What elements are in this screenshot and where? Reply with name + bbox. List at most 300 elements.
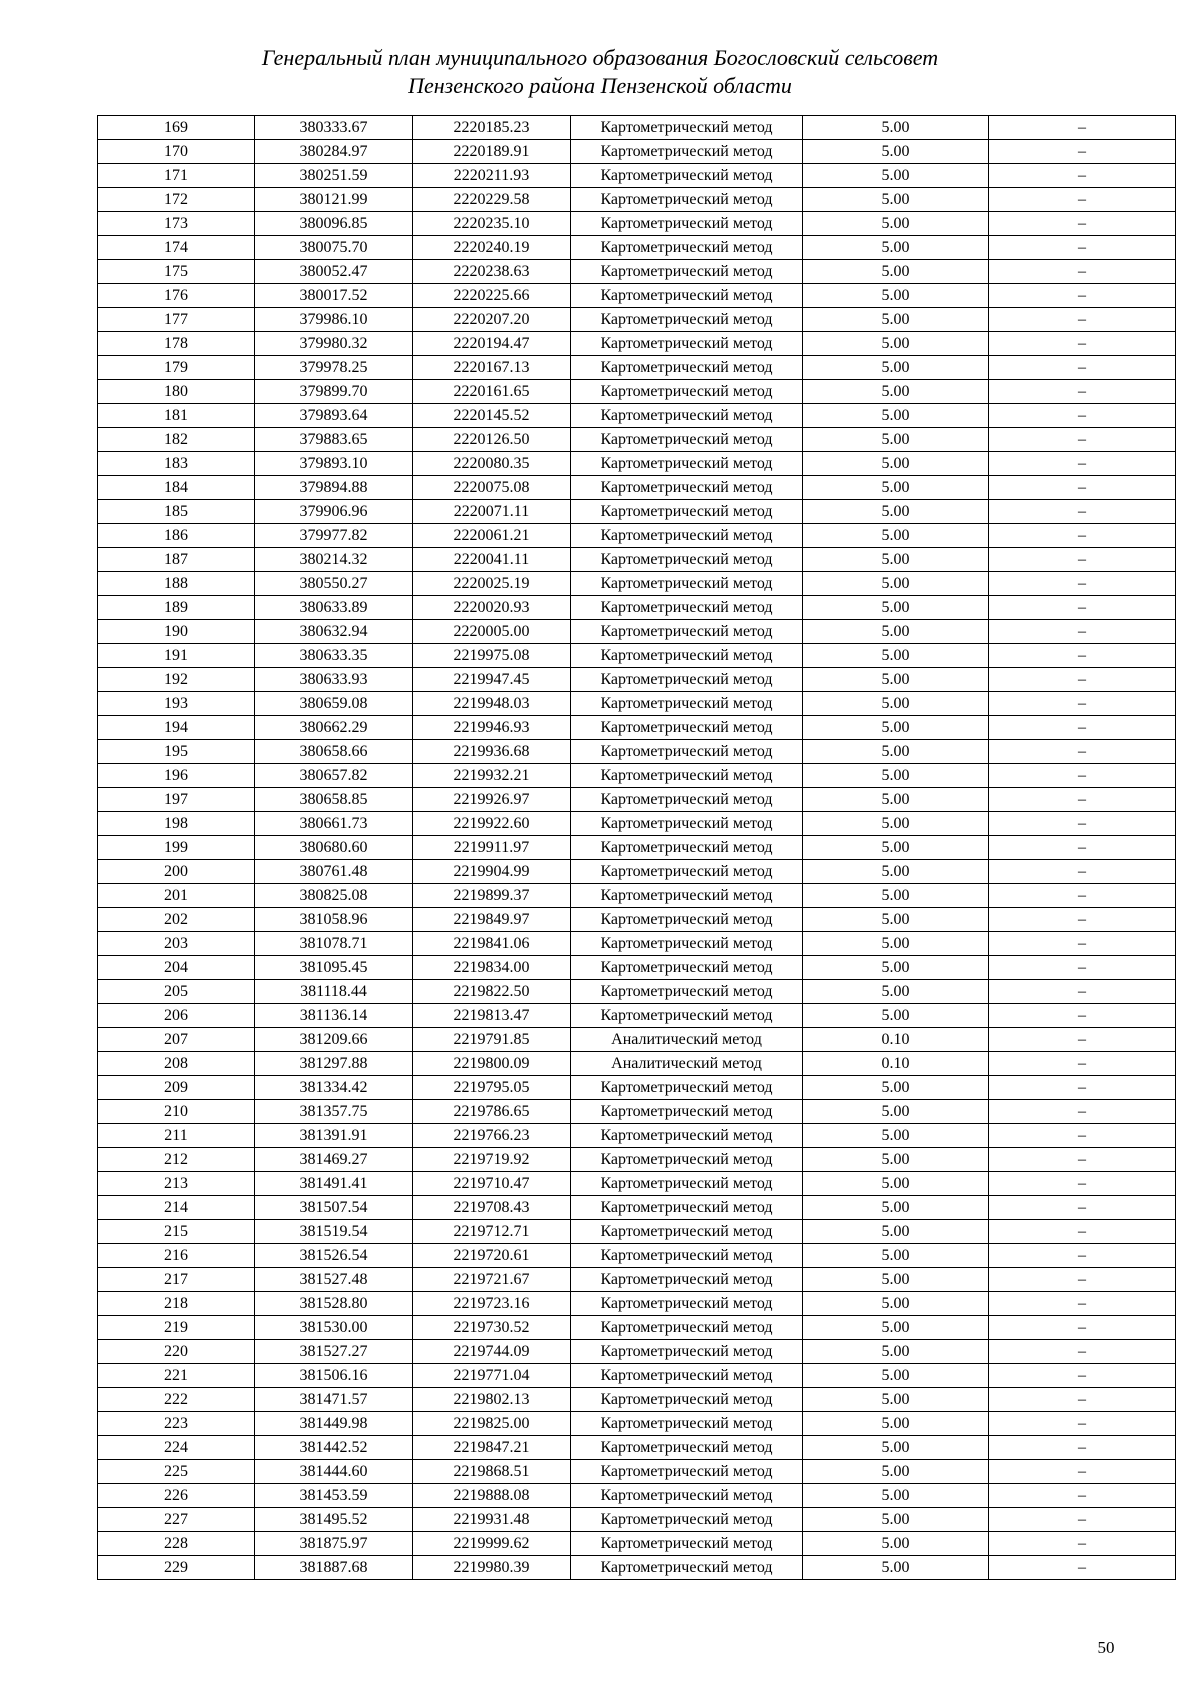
point-number-cell: 174 xyxy=(98,236,255,260)
description-cell: – xyxy=(989,380,1176,404)
description-cell: – xyxy=(989,1148,1176,1172)
point-number-cell: 213 xyxy=(98,1172,255,1196)
accuracy-cell: 5.00 xyxy=(803,500,989,524)
point-number-cell: 217 xyxy=(98,1268,255,1292)
description-cell: – xyxy=(989,524,1176,548)
description-cell: – xyxy=(989,1436,1176,1460)
method-cell: Картометрический метод xyxy=(571,1556,803,1580)
point-number-cell: 198 xyxy=(98,812,255,836)
accuracy-cell: 5.00 xyxy=(803,164,989,188)
point-number-cell: 171 xyxy=(98,164,255,188)
method-cell: Картометрический метод xyxy=(571,284,803,308)
table-row xyxy=(98,1124,1176,1148)
x-coordinate-cell: 379977.82 xyxy=(255,524,413,548)
description-cell: – xyxy=(989,1412,1176,1436)
x-coordinate-cell: 381469.27 xyxy=(255,1148,413,1172)
y-coordinate-cell: 2219911.97 xyxy=(413,836,571,860)
description-cell: – xyxy=(989,812,1176,836)
table-row xyxy=(98,140,1176,164)
description-cell: – xyxy=(989,1508,1176,1532)
description-cell: – xyxy=(989,980,1176,1004)
table-row xyxy=(98,956,1176,980)
point-number-cell: 181 xyxy=(98,404,255,428)
method-cell: Картометрический метод xyxy=(571,428,803,452)
x-coordinate-cell: 379893.10 xyxy=(255,452,413,476)
x-coordinate-cell: 381118.44 xyxy=(255,980,413,1004)
point-number-cell: 199 xyxy=(98,836,255,860)
y-coordinate-cell: 2219922.60 xyxy=(413,812,571,836)
description-cell: – xyxy=(989,1532,1176,1556)
x-coordinate-cell: 381887.68 xyxy=(255,1556,413,1580)
table-row xyxy=(98,116,1176,140)
table-row xyxy=(98,476,1176,500)
description-cell: – xyxy=(989,620,1176,644)
table-row xyxy=(98,308,1176,332)
accuracy-cell: 5.00 xyxy=(803,980,989,1004)
accuracy-cell: 5.00 xyxy=(803,380,989,404)
x-coordinate-cell: 381095.45 xyxy=(255,956,413,980)
y-coordinate-cell: 2219710.47 xyxy=(413,1172,571,1196)
point-number-cell: 194 xyxy=(98,716,255,740)
point-number-cell: 211 xyxy=(98,1124,255,1148)
y-coordinate-cell: 2220061.21 xyxy=(413,524,571,548)
y-coordinate-cell: 2220194.47 xyxy=(413,332,571,356)
table-row xyxy=(98,188,1176,212)
point-number-cell: 189 xyxy=(98,596,255,620)
accuracy-cell: 5.00 xyxy=(803,1172,989,1196)
accuracy-cell: 5.00 xyxy=(803,668,989,692)
x-coordinate-cell: 381527.27 xyxy=(255,1340,413,1364)
table-row xyxy=(98,572,1176,596)
y-coordinate-cell: 2220235.10 xyxy=(413,212,571,236)
accuracy-cell: 5.00 xyxy=(803,356,989,380)
y-coordinate-cell: 2219888.08 xyxy=(413,1484,571,1508)
y-coordinate-cell: 2219904.99 xyxy=(413,860,571,884)
y-coordinate-cell: 2220189.91 xyxy=(413,140,571,164)
y-coordinate-cell: 2220071.11 xyxy=(413,500,571,524)
accuracy-cell: 5.00 xyxy=(803,1556,989,1580)
method-cell: Картометрический метод xyxy=(571,668,803,692)
accuracy-cell: 5.00 xyxy=(803,956,989,980)
y-coordinate-cell: 2219723.16 xyxy=(413,1292,571,1316)
table-row xyxy=(98,644,1176,668)
y-coordinate-cell: 2219721.67 xyxy=(413,1268,571,1292)
y-coordinate-cell: 2220225.66 xyxy=(413,284,571,308)
description-cell: – xyxy=(989,1388,1176,1412)
method-cell: Картометрический метод xyxy=(571,1268,803,1292)
description-cell: – xyxy=(989,1220,1176,1244)
y-coordinate-cell: 2220145.52 xyxy=(413,404,571,428)
table-row xyxy=(98,1220,1176,1244)
x-coordinate-cell: 379978.25 xyxy=(255,356,413,380)
accuracy-cell: 5.00 xyxy=(803,1364,989,1388)
accuracy-cell: 5.00 xyxy=(803,404,989,428)
description-cell: – xyxy=(989,1340,1176,1364)
accuracy-cell: 0.10 xyxy=(803,1028,989,1052)
table-row xyxy=(98,1508,1176,1532)
point-number-cell: 214 xyxy=(98,1196,255,1220)
accuracy-cell: 5.00 xyxy=(803,1292,989,1316)
table-row xyxy=(98,692,1176,716)
y-coordinate-cell: 2219932.21 xyxy=(413,764,571,788)
method-cell: Картометрический метод xyxy=(571,1316,803,1340)
point-number-cell: 196 xyxy=(98,764,255,788)
y-coordinate-cell: 2219936.68 xyxy=(413,740,571,764)
table-row xyxy=(98,380,1176,404)
coordinates-table-body xyxy=(98,116,1176,1580)
x-coordinate-cell: 381078.71 xyxy=(255,932,413,956)
accuracy-cell: 5.00 xyxy=(803,1244,989,1268)
accuracy-cell: 5.00 xyxy=(803,260,989,284)
y-coordinate-cell: 2219825.00 xyxy=(413,1412,571,1436)
method-cell: Картометрический метод xyxy=(571,188,803,212)
accuracy-cell: 5.00 xyxy=(803,908,989,932)
table-row xyxy=(98,788,1176,812)
y-coordinate-cell: 2219813.47 xyxy=(413,1004,571,1028)
description-cell: – xyxy=(989,716,1176,740)
method-cell: Картометрический метод xyxy=(571,524,803,548)
x-coordinate-cell: 380251.59 xyxy=(255,164,413,188)
accuracy-cell: 5.00 xyxy=(803,644,989,668)
table-row xyxy=(98,1028,1176,1052)
y-coordinate-cell: 2220041.11 xyxy=(413,548,571,572)
y-coordinate-cell: 2220126.50 xyxy=(413,428,571,452)
description-cell: – xyxy=(989,668,1176,692)
x-coordinate-cell: 381297.88 xyxy=(255,1052,413,1076)
point-number-cell: 176 xyxy=(98,284,255,308)
description-cell: – xyxy=(989,284,1176,308)
x-coordinate-cell: 380825.08 xyxy=(255,884,413,908)
accuracy-cell: 5.00 xyxy=(803,1220,989,1244)
y-coordinate-cell: 2219766.23 xyxy=(413,1124,571,1148)
method-cell: Картометрический метод xyxy=(571,212,803,236)
method-cell: Картометрический метод xyxy=(571,1196,803,1220)
description-cell: – xyxy=(989,476,1176,500)
method-cell: Картометрический метод xyxy=(571,956,803,980)
table-row xyxy=(98,356,1176,380)
accuracy-cell: 5.00 xyxy=(803,860,989,884)
description-cell: – xyxy=(989,452,1176,476)
table-row xyxy=(98,1148,1176,1172)
table-row xyxy=(98,1196,1176,1220)
description-cell: – xyxy=(989,164,1176,188)
x-coordinate-cell: 381491.41 xyxy=(255,1172,413,1196)
y-coordinate-cell: 2219712.71 xyxy=(413,1220,571,1244)
y-coordinate-cell: 2219708.43 xyxy=(413,1196,571,1220)
method-cell: Картометрический метод xyxy=(571,764,803,788)
x-coordinate-cell: 381471.57 xyxy=(255,1388,413,1412)
method-cell: Картометрический метод xyxy=(571,164,803,188)
point-number-cell: 215 xyxy=(98,1220,255,1244)
accuracy-cell: 5.00 xyxy=(803,1148,989,1172)
table-row xyxy=(98,332,1176,356)
method-cell: Картометрический метод xyxy=(571,1364,803,1388)
table-row xyxy=(98,1004,1176,1028)
method-cell: Картометрический метод xyxy=(571,980,803,1004)
method-cell: Картометрический метод xyxy=(571,1244,803,1268)
method-cell: Картометрический метод xyxy=(571,908,803,932)
point-number-cell: 209 xyxy=(98,1076,255,1100)
point-number-cell: 229 xyxy=(98,1556,255,1580)
description-cell: – xyxy=(989,956,1176,980)
accuracy-cell: 5.00 xyxy=(803,524,989,548)
accuracy-cell: 5.00 xyxy=(803,716,989,740)
table-row xyxy=(98,620,1176,644)
accuracy-cell: 5.00 xyxy=(803,332,989,356)
coordinates-table xyxy=(97,115,1176,1580)
x-coordinate-cell: 381495.52 xyxy=(255,1508,413,1532)
accuracy-cell: 5.00 xyxy=(803,1340,989,1364)
description-cell: – xyxy=(989,764,1176,788)
x-coordinate-cell: 380659.08 xyxy=(255,692,413,716)
x-coordinate-cell: 380658.66 xyxy=(255,740,413,764)
x-coordinate-cell: 380052.47 xyxy=(255,260,413,284)
point-number-cell: 185 xyxy=(98,500,255,524)
description-cell: – xyxy=(989,932,1176,956)
table-row xyxy=(98,716,1176,740)
method-cell: Картометрический метод xyxy=(571,932,803,956)
point-number-cell: 219 xyxy=(98,1316,255,1340)
accuracy-cell: 5.00 xyxy=(803,140,989,164)
method-cell: Картометрический метод xyxy=(571,596,803,620)
point-number-cell: 175 xyxy=(98,260,255,284)
y-coordinate-cell: 2220005.00 xyxy=(413,620,571,644)
y-coordinate-cell: 2219800.09 xyxy=(413,1052,571,1076)
method-cell: Картометрический метод xyxy=(571,692,803,716)
y-coordinate-cell: 2219931.48 xyxy=(413,1508,571,1532)
method-cell: Картометрический метод xyxy=(571,1124,803,1148)
method-cell: Картометрический метод xyxy=(571,884,803,908)
accuracy-cell: 5.00 xyxy=(803,308,989,332)
accuracy-cell: 5.00 xyxy=(803,1076,989,1100)
point-number-cell: 210 xyxy=(98,1100,255,1124)
method-cell: Картометрический метод xyxy=(571,620,803,644)
point-number-cell: 208 xyxy=(98,1052,255,1076)
method-cell: Картометрический метод xyxy=(571,332,803,356)
header-line-1: Генеральный план муниципального образования Богословский сельсовет xyxy=(261,45,939,70)
method-cell: Картометрический метод xyxy=(571,500,803,524)
x-coordinate-cell: 380214.32 xyxy=(255,548,413,572)
point-number-cell: 226 xyxy=(98,1484,255,1508)
method-cell: Картометрический метод xyxy=(571,1340,803,1364)
method-cell: Картометрический метод xyxy=(571,716,803,740)
table-row xyxy=(98,980,1176,1004)
y-coordinate-cell: 2219948.03 xyxy=(413,692,571,716)
x-coordinate-cell: 381506.16 xyxy=(255,1364,413,1388)
table-row xyxy=(98,1244,1176,1268)
x-coordinate-cell: 380632.94 xyxy=(255,620,413,644)
table-row xyxy=(98,884,1176,908)
point-number-cell: 184 xyxy=(98,476,255,500)
x-coordinate-cell: 380017.52 xyxy=(255,284,413,308)
method-cell: Картометрический метод xyxy=(571,140,803,164)
table-row xyxy=(98,260,1176,284)
accuracy-cell: 5.00 xyxy=(803,188,989,212)
accuracy-cell: 5.00 xyxy=(803,764,989,788)
x-coordinate-cell: 381528.80 xyxy=(255,1292,413,1316)
description-cell: – xyxy=(989,260,1176,284)
x-coordinate-cell: 381209.66 xyxy=(255,1028,413,1052)
x-coordinate-cell: 381136.14 xyxy=(255,1004,413,1028)
description-cell: – xyxy=(989,1052,1176,1076)
description-cell: – xyxy=(989,404,1176,428)
description-cell: – xyxy=(989,908,1176,932)
y-coordinate-cell: 2220020.93 xyxy=(413,596,571,620)
description-cell: – xyxy=(989,1316,1176,1340)
y-coordinate-cell: 2219720.61 xyxy=(413,1244,571,1268)
x-coordinate-cell: 381530.00 xyxy=(255,1316,413,1340)
description-cell: – xyxy=(989,884,1176,908)
accuracy-cell: 5.00 xyxy=(803,1196,989,1220)
accuracy-cell: 5.00 xyxy=(803,1508,989,1532)
x-coordinate-cell: 379883.65 xyxy=(255,428,413,452)
accuracy-cell: 5.00 xyxy=(803,452,989,476)
description-cell: – xyxy=(989,356,1176,380)
point-number-cell: 170 xyxy=(98,140,255,164)
method-cell: Картометрический метод xyxy=(571,356,803,380)
y-coordinate-cell: 2219791.85 xyxy=(413,1028,571,1052)
table-row xyxy=(98,284,1176,308)
point-number-cell: 224 xyxy=(98,1436,255,1460)
accuracy-cell: 5.00 xyxy=(803,812,989,836)
description-cell: – xyxy=(989,188,1176,212)
point-number-cell: 188 xyxy=(98,572,255,596)
accuracy-cell: 5.00 xyxy=(803,1004,989,1028)
accuracy-cell: 0.10 xyxy=(803,1052,989,1076)
point-number-cell: 227 xyxy=(98,1508,255,1532)
method-cell: Картометрический метод xyxy=(571,452,803,476)
y-coordinate-cell: 2219899.37 xyxy=(413,884,571,908)
x-coordinate-cell: 381519.54 xyxy=(255,1220,413,1244)
point-number-cell: 200 xyxy=(98,860,255,884)
table-row xyxy=(98,1292,1176,1316)
table-row xyxy=(98,524,1176,548)
y-coordinate-cell: 2219822.50 xyxy=(413,980,571,1004)
method-cell: Картометрический метод xyxy=(571,548,803,572)
description-cell: – xyxy=(989,1556,1176,1580)
point-number-cell: 177 xyxy=(98,308,255,332)
y-coordinate-cell: 2219730.52 xyxy=(413,1316,571,1340)
y-coordinate-cell: 2219849.97 xyxy=(413,908,571,932)
method-cell: Картометрический метод xyxy=(571,1100,803,1124)
table-row xyxy=(98,452,1176,476)
method-cell: Картометрический метод xyxy=(571,572,803,596)
point-number-cell: 204 xyxy=(98,956,255,980)
accuracy-cell: 5.00 xyxy=(803,1316,989,1340)
accuracy-cell: 5.00 xyxy=(803,1460,989,1484)
point-number-cell: 180 xyxy=(98,380,255,404)
description-cell: – xyxy=(989,836,1176,860)
table-row xyxy=(98,500,1176,524)
y-coordinate-cell: 2220240.19 xyxy=(413,236,571,260)
accuracy-cell: 5.00 xyxy=(803,1436,989,1460)
x-coordinate-cell: 381507.54 xyxy=(255,1196,413,1220)
description-cell: – xyxy=(989,860,1176,884)
table-row xyxy=(98,836,1176,860)
y-coordinate-cell: 2220080.35 xyxy=(413,452,571,476)
table-row xyxy=(98,404,1176,428)
table-row xyxy=(98,1412,1176,1436)
method-cell: Картометрический метод xyxy=(571,1532,803,1556)
point-number-cell: 203 xyxy=(98,932,255,956)
accuracy-cell: 5.00 xyxy=(803,116,989,140)
table-row xyxy=(98,1076,1176,1100)
description-cell: – xyxy=(989,116,1176,140)
table-row xyxy=(98,1100,1176,1124)
method-cell: Картометрический метод xyxy=(571,1148,803,1172)
point-number-cell: 216 xyxy=(98,1244,255,1268)
method-cell: Картометрический метод xyxy=(571,644,803,668)
point-number-cell: 179 xyxy=(98,356,255,380)
description-cell: – xyxy=(989,740,1176,764)
table-row xyxy=(98,1436,1176,1460)
x-coordinate-cell: 379894.88 xyxy=(255,476,413,500)
x-coordinate-cell: 380761.48 xyxy=(255,860,413,884)
point-number-cell: 202 xyxy=(98,908,255,932)
accuracy-cell: 5.00 xyxy=(803,1268,989,1292)
point-number-cell: 207 xyxy=(98,1028,255,1052)
method-cell: Картометрический метод xyxy=(571,260,803,284)
accuracy-cell: 5.00 xyxy=(803,836,989,860)
point-number-cell: 225 xyxy=(98,1460,255,1484)
y-coordinate-cell: 2220185.23 xyxy=(413,116,571,140)
point-number-cell: 222 xyxy=(98,1388,255,1412)
table-row xyxy=(98,1052,1176,1076)
description-cell: – xyxy=(989,1196,1176,1220)
method-cell: Картометрический метод xyxy=(571,740,803,764)
y-coordinate-cell: 2219719.92 xyxy=(413,1148,571,1172)
y-coordinate-cell: 2219999.62 xyxy=(413,1532,571,1556)
accuracy-cell: 5.00 xyxy=(803,788,989,812)
table-row xyxy=(98,1556,1176,1580)
table-row xyxy=(98,740,1176,764)
x-coordinate-cell: 380633.89 xyxy=(255,596,413,620)
x-coordinate-cell: 381334.42 xyxy=(255,1076,413,1100)
method-cell: Картометрический метод xyxy=(571,860,803,884)
accuracy-cell: 5.00 xyxy=(803,1100,989,1124)
table-row xyxy=(98,212,1176,236)
description-cell: – xyxy=(989,1460,1176,1484)
point-number-cell: 172 xyxy=(98,188,255,212)
point-number-cell: 220 xyxy=(98,1340,255,1364)
description-cell: – xyxy=(989,644,1176,668)
description-cell: – xyxy=(989,500,1176,524)
description-cell: – xyxy=(989,1076,1176,1100)
table-row xyxy=(98,668,1176,692)
y-coordinate-cell: 2219980.39 xyxy=(413,1556,571,1580)
table-row xyxy=(98,596,1176,620)
description-cell: – xyxy=(989,572,1176,596)
y-coordinate-cell: 2220207.20 xyxy=(413,308,571,332)
x-coordinate-cell: 381444.60 xyxy=(255,1460,413,1484)
description-cell: – xyxy=(989,1268,1176,1292)
description-cell: – xyxy=(989,1100,1176,1124)
y-coordinate-cell: 2219847.21 xyxy=(413,1436,571,1460)
point-number-cell: 191 xyxy=(98,644,255,668)
accuracy-cell: 5.00 xyxy=(803,548,989,572)
point-number-cell: 173 xyxy=(98,212,255,236)
method-cell: Картометрический метод xyxy=(571,1412,803,1436)
description-cell: – xyxy=(989,788,1176,812)
header-line-2: Пензенского района Пензенской области xyxy=(408,73,792,98)
point-number-cell: 221 xyxy=(98,1364,255,1388)
x-coordinate-cell: 381527.48 xyxy=(255,1268,413,1292)
y-coordinate-cell: 2220229.58 xyxy=(413,188,571,212)
method-cell: Картометрический метод xyxy=(571,380,803,404)
accuracy-cell: 5.00 xyxy=(803,692,989,716)
x-coordinate-cell: 380658.85 xyxy=(255,788,413,812)
y-coordinate-cell: 2220238.63 xyxy=(413,260,571,284)
